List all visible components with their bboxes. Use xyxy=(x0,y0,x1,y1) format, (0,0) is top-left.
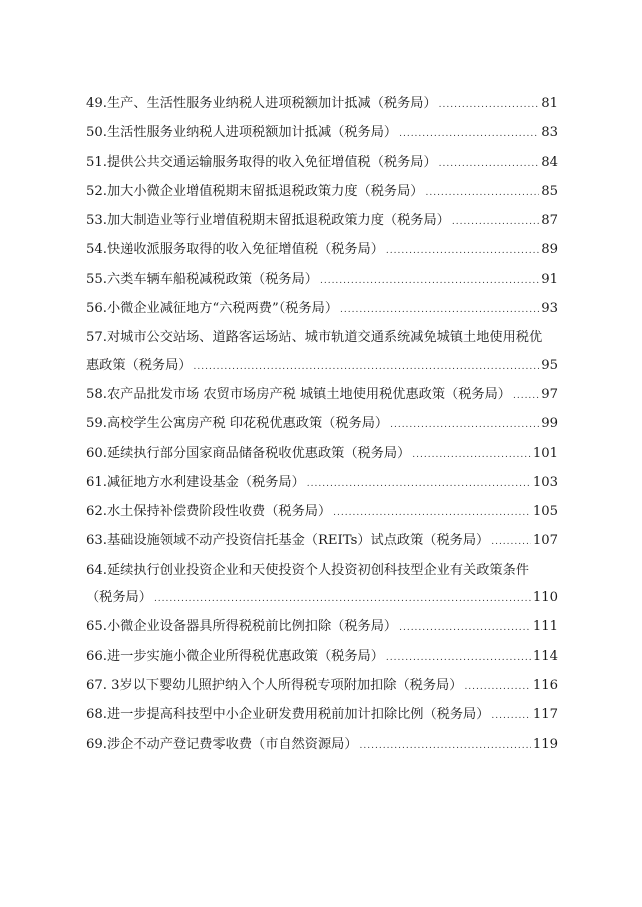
toc-entry-54[interactable] xyxy=(86,236,558,265)
toc-entry-title-line1: 57.对城市公交站场、道路客运场站、城市轨道交通系统减免城镇土地使用税优 xyxy=(86,330,543,346)
toc-entry-title: 63.基础设施领域不动产投资信托基金（REITs）试点政策（税务局） xyxy=(86,533,490,549)
toc-entry-49[interactable] xyxy=(86,90,558,119)
toc-entry-title: 58.农产品批发市场 农贸市场房产税 城镇土地使用税优惠政策（税务局） xyxy=(86,386,511,402)
toc-entry-title: 69.涉企不动产登记费零收费（市自然资源局） xyxy=(86,736,358,752)
dot-leader xyxy=(439,151,540,178)
toc-entry-58[interactable] xyxy=(86,381,558,410)
toc-entry-title: 62.水土保持补偿费阶段性收费（税务局） xyxy=(86,504,332,520)
toc-entry-title: 67. 3岁以下婴幼儿照护纳入个人所得税专项附加扣除（税务局） xyxy=(86,677,463,693)
toc-entry-65[interactable] xyxy=(86,613,558,642)
table-of-contents xyxy=(86,90,558,760)
toc-entry-66[interactable] xyxy=(86,643,558,672)
toc-page-number: 114 xyxy=(532,648,558,664)
dot-leader xyxy=(425,180,539,207)
toc-entry-title: 59.高校学生公寓房产税 印花税优惠政策（税务局） xyxy=(86,416,389,432)
toc-page-number: 84 xyxy=(541,154,558,170)
dot-leader xyxy=(333,500,531,527)
toc-entry-67[interactable] xyxy=(86,672,558,701)
toc-entry-title: 53.加大制造业等行业增值税期末留抵退税政策力度（税务局） xyxy=(86,213,450,229)
toc-page-number: 97 xyxy=(541,386,558,402)
toc-entry-63[interactable] xyxy=(86,527,558,556)
toc-page-number: 93 xyxy=(541,301,558,317)
toc-entry-title: 66.进一步实施小微企业所得税优惠政策（税务局） xyxy=(86,648,384,664)
toc-page-number: 91 xyxy=(541,271,558,287)
dot-leader xyxy=(307,471,531,498)
dot-leader xyxy=(439,92,540,119)
toc-entry-title: 惠政策（税务局） xyxy=(86,357,192,373)
dot-leader xyxy=(452,209,539,236)
dot-leader xyxy=(390,412,539,439)
dot-leader xyxy=(491,703,530,730)
dot-leader xyxy=(412,442,531,469)
toc-page-number: 117 xyxy=(532,707,558,723)
toc-page-number: 107 xyxy=(532,533,558,549)
toc-entry-69[interactable] xyxy=(86,731,558,760)
toc-entry-title: 61.减征地方水利建设基金（税务局） xyxy=(86,474,305,490)
toc-page-number: 99 xyxy=(541,416,558,432)
toc-page-number: 95 xyxy=(541,357,558,373)
toc-page-number: 87 xyxy=(541,213,558,229)
toc-page-number: 85 xyxy=(541,183,558,199)
toc-entry-62[interactable] xyxy=(86,498,558,527)
toc-entry-55[interactable] xyxy=(86,266,558,295)
toc-entry-title: （税务局） xyxy=(86,590,152,606)
toc-entry-57[interactable] xyxy=(86,324,558,381)
toc-entry-title-line1: 64.延续执行创业投资企业和天使投资个人投资初创科技型企业有关政策条件 xyxy=(86,562,529,578)
dot-leader xyxy=(340,297,539,324)
toc-entry-50[interactable] xyxy=(86,119,558,148)
toc-page-number: 116 xyxy=(532,677,558,693)
toc-entry-52[interactable] xyxy=(86,178,558,207)
dot-leader xyxy=(464,674,530,701)
toc-entry-title: 68.进一步提高科技型中小企业研发费用税前加计扣除比例（税务局） xyxy=(86,707,490,723)
toc-page-number: 89 xyxy=(541,242,558,258)
toc-page-number: 119 xyxy=(532,736,558,752)
toc-page-number: 105 xyxy=(532,504,558,520)
dot-leader xyxy=(360,733,531,760)
dot-leader xyxy=(513,383,539,410)
toc-entry-59[interactable] xyxy=(86,410,558,439)
toc-entry-title: 49.生产、生活性服务业纳税人进项税额加计抵减（税务局） xyxy=(86,96,437,111)
toc-page-number: 81 xyxy=(541,96,558,111)
dot-leader xyxy=(491,529,531,556)
toc-entry-51[interactable] xyxy=(86,149,558,178)
toc-entry-56[interactable] xyxy=(86,295,558,324)
toc-entry-title: 50.生活性服务业纳税人进项税额加计抵减（税务局） xyxy=(86,125,398,141)
toc-entry-61[interactable] xyxy=(86,469,558,498)
toc-entry-title: 51.提供公共交通运输服务取得的收入免征增值税（税务局） xyxy=(86,154,437,170)
toc-entry-53[interactable] xyxy=(86,207,558,236)
toc-page-number: 101 xyxy=(532,445,558,461)
dot-leader xyxy=(320,268,539,295)
toc-entry-60[interactable] xyxy=(86,440,558,469)
dot-leader xyxy=(154,586,531,613)
toc-entry-title: 54.快递收派服务取得的收入免征增值税（税务局） xyxy=(86,242,384,258)
toc-page-number: 111 xyxy=(532,619,558,635)
dot-leader xyxy=(399,121,539,148)
toc-entry-title: 56.小微企业减征地方“六税两费”（税务局） xyxy=(86,301,339,317)
toc-page-number: 103 xyxy=(532,474,558,490)
dot-leader xyxy=(194,354,540,381)
dot-leader xyxy=(386,645,531,672)
toc-page-number: 83 xyxy=(541,125,558,141)
toc-entry-title: 55.六类车辆车船税减税政策（税务局） xyxy=(86,271,318,287)
dot-leader xyxy=(386,238,539,265)
toc-entry-64[interactable] xyxy=(86,557,558,614)
toc-entry-title: 60.延续执行部分国家商品储备税收优惠政策（税务局） xyxy=(86,445,411,461)
toc-entry-68[interactable] xyxy=(86,701,558,730)
dot-leader xyxy=(399,615,531,642)
toc-entry-title: 52.加大小微企业增值税期末留抵退税政策力度（税务局） xyxy=(86,183,424,199)
toc-page-number: 110 xyxy=(532,590,558,606)
toc-entry-title: 65.小微企业设备器具所得税税前比例扣除（税务局） xyxy=(86,619,398,635)
